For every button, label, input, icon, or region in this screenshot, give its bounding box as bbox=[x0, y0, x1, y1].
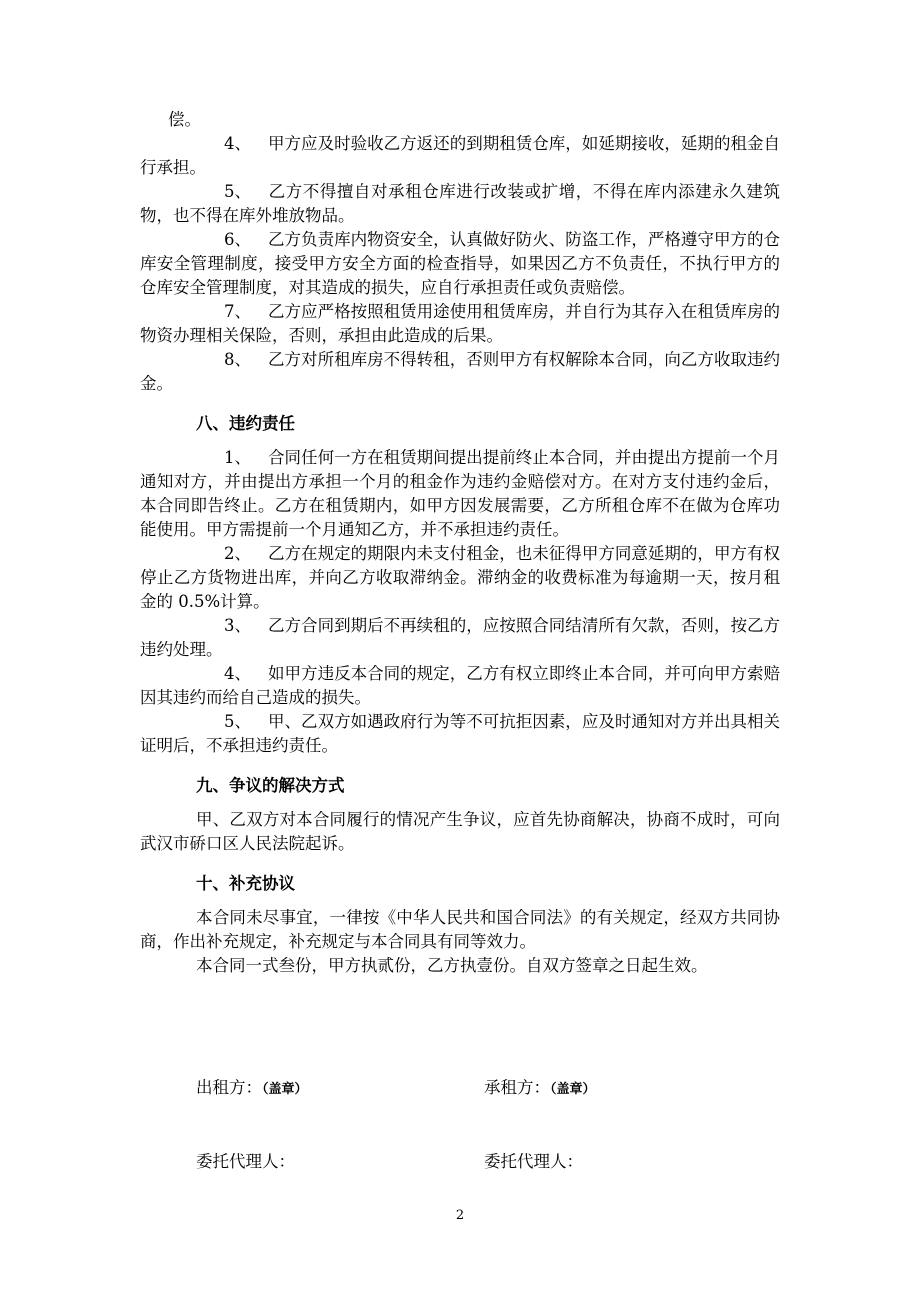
agent-left: 委托代理人： bbox=[196, 1152, 295, 1171]
clause-number: 6、 bbox=[224, 230, 251, 249]
lessee-label: 承租方： bbox=[484, 1078, 550, 1097]
clause-text: 甲方应及时验收乙方返还的到期租赁仓库，如延期接收，延期的租金自行承担。 bbox=[140, 134, 780, 177]
clause-number: 5、 bbox=[224, 712, 251, 731]
clause-number: 1、 bbox=[224, 448, 251, 467]
section-heading-supplement: 十、补充协议 bbox=[196, 874, 295, 893]
lessee-seal: （盖章） bbox=[550, 1082, 596, 1097]
clause-text: 乙方不得擅自对承租仓库进行改装或扩增，不得在库内添建永久建筑物，也不得在库外堆放物品。 bbox=[140, 182, 780, 225]
page-number: 2 bbox=[455, 1208, 465, 1223]
clause-text: 如甲方违反本合同的规定，乙方有权立即终止本合同，并可向甲方索赔因其违约而给自己造成的损失。 bbox=[140, 664, 780, 707]
clause-text: 乙方合同到期后不再续租的，应按照合同结清所有欠款，否则，按乙方违约处理。 bbox=[140, 616, 780, 659]
clause-text: 乙方在规定的期限内未支付租金，也未征得甲方同意延期的，甲方有权停止乙方货物进出库，并向乙方收取滞纳金。滞纳金的收费标准为每逾期一天，按月租金的 0.5%计算。 bbox=[140, 544, 780, 611]
clause-item bbox=[140, 348, 780, 396]
clause-number: 4、 bbox=[224, 134, 251, 153]
clause-item bbox=[140, 614, 780, 662]
dispute-paragraph: 甲、乙双方对本合同履行的情况产生争议，应首先协商解决，协商不成时，可向武汉市硚口区人民法院起诉。 bbox=[140, 810, 780, 853]
clause-number: 5、 bbox=[224, 182, 251, 201]
clause-number: 2、 bbox=[224, 544, 251, 563]
continued-text: 偿。 bbox=[168, 110, 201, 129]
supplement-paragraph: 本合同未尽事宜，一律按《中华人民共和国合同法》的有关规定，经双方共同协商，作出补充规定，补充规定与本合同具有同等效力。 bbox=[140, 908, 780, 951]
clause-item bbox=[140, 228, 780, 300]
clause-item bbox=[140, 132, 780, 180]
section8-list bbox=[140, 446, 780, 758]
clause-number: 3、 bbox=[224, 616, 251, 635]
clause-number: 8、 bbox=[224, 350, 251, 369]
agent-right: 委托代理人： bbox=[484, 1152, 583, 1171]
copies-paragraph: 本合同一式叁份，甲方执贰份，乙方执壹份。自双方签章之日起生效。 bbox=[196, 956, 708, 975]
section-heading-dispute: 九、争议的解决方式 bbox=[196, 776, 345, 795]
clause-item bbox=[140, 300, 780, 348]
clause-text: 合同任何一方在租赁期间提出提前终止本合同，并由提出方提前一个月通知对方，并由提出方承担一个月的租金作为违约金赔偿对方。在对方支付违约金后，本合同即告终止。乙方在租赁期内，如甲方因发展需要，乙方所租仓库不在做为仓库功能使用。甲方需提前一个月通知乙方，并不承担违约责任。 bbox=[140, 448, 780, 539]
section-heading-breach: 八、违约责任 bbox=[196, 414, 295, 433]
clause-number: 4、 bbox=[224, 664, 251, 683]
clause-text: 乙方对所租库房不得转租，否则甲方有权解除本合同，向乙方收取违约金。 bbox=[140, 350, 780, 393]
clause-text: 乙方应严格按照租赁用途使用租赁库房，并自行为其存入在租赁库房的物资办理相关保险，否则，承担由此造成的后果。 bbox=[140, 302, 780, 345]
clause-item bbox=[140, 180, 780, 228]
clause-number: 7、 bbox=[224, 302, 251, 321]
clause-item bbox=[140, 542, 780, 614]
clause-item bbox=[140, 662, 780, 710]
clause-text: 甲、乙双方如遇政府行为等不可抗拒因素，应及时通知对方并出具相关证明后，不承担违约责任。 bbox=[140, 712, 780, 755]
clause-text: 乙方负责库内物资安全，认真做好防火、防盗工作，严格遵守甲方的仓库安全管理制度，接受甲方安全方面的检查指导，如果因乙方不负责任，不执行甲方的仓库安全管理制度，对其造成的损失，应自行承担责任或负责赔偿。 bbox=[140, 230, 780, 297]
document-body bbox=[140, 108, 780, 978]
clause-item bbox=[140, 710, 780, 758]
lessor-signature bbox=[196, 1076, 308, 1102]
section7-list bbox=[140, 132, 780, 396]
lessor-seal: （盖章） bbox=[262, 1082, 308, 1097]
lessor-label: 出租方： bbox=[196, 1078, 262, 1097]
lessee-signature bbox=[484, 1076, 596, 1102]
clause-item bbox=[140, 446, 780, 542]
